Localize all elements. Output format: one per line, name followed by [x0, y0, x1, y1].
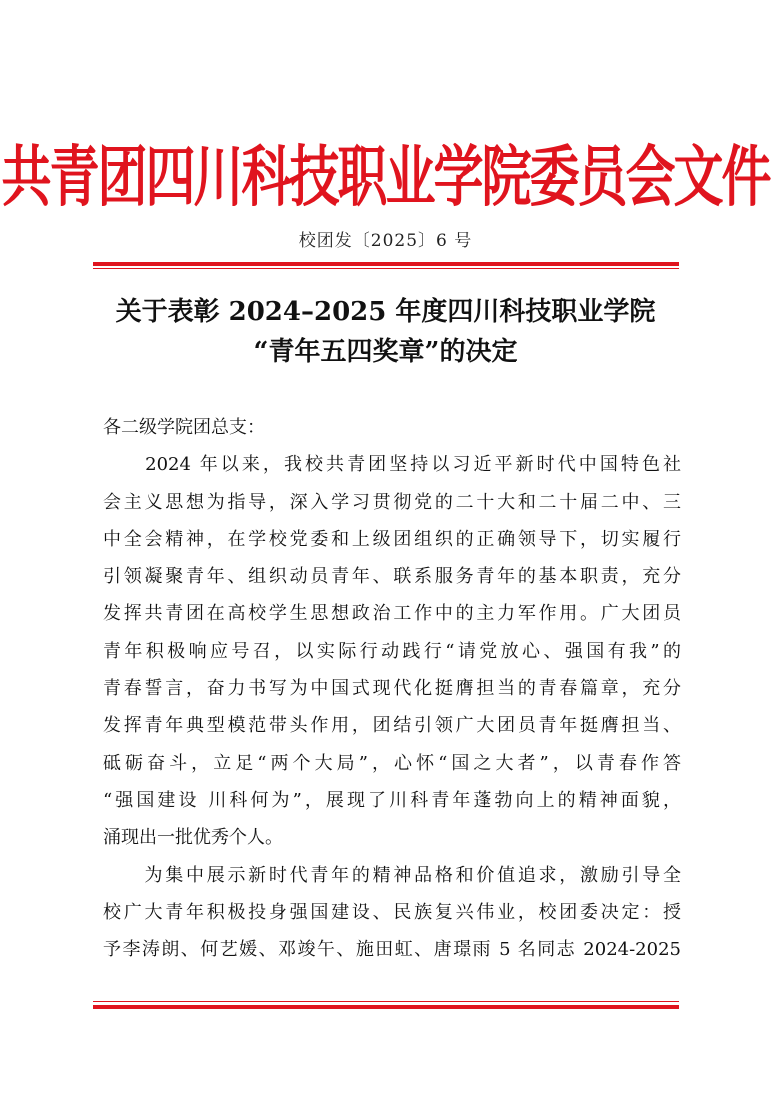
paragraph-1-line: 青年积极响应号召，以实际行动践行“请党放心、强国有我”的: [103, 640, 681, 662]
paragraph-1-line: 砥砺奋斗，立足“两个大局”，心怀“国之大者”，以青春作答: [103, 752, 681, 774]
paragraph-2-line: 校广大青年积极投身强国建设、民族复兴伟业，校团委决定：授: [103, 901, 681, 923]
document-number: 校团发〔2025〕6 号: [298, 231, 473, 251]
paragraph-1-line: 发挥青年典型模范带头作用，团结引领广大团员青年挺膺担当、: [103, 715, 681, 737]
paragraph-1-line: 涌现出一批优秀个人。: [103, 827, 283, 849]
paragraph-1-line: 会主义思想为指导，深入学习贯彻党的二十大和二十届二中、三: [103, 491, 681, 513]
footer-divider-thick: [93, 1005, 679, 1009]
header-divider-thin: [93, 268, 679, 269]
salutation: 各二级学院团总支：: [103, 417, 265, 438]
paragraph-1-line: 2024 年以来，我校共青团坚持以习近平新时代中国特色社: [103, 454, 681, 476]
paragraph-1-line: 青春誓言，奋力书写为中国式现代化挺膺担当的青春篇章，充分: [103, 678, 681, 700]
org-header-title: 共青团四川科技职业学院委员会文件: [1, 137, 770, 216]
paragraph-2-line: 予李涛朗、何艺媛、邓竣午、施田虹、唐璟雨 5 名同志 2024-2025: [103, 939, 681, 961]
paragraph-1-line: 发挥共青团在高校学生思想政治工作中的主力军作用。广大团员: [103, 603, 681, 625]
document-title: [0, 292, 771, 372]
header-divider-thick: [93, 262, 679, 266]
document-title-line-1: 关于表彰 2024–2025 年度四川科技职业学院: [115, 297, 656, 327]
footer-divider-thin: [93, 1001, 679, 1002]
document-title-line-2: “青年五四奖章”的决定: [253, 337, 518, 367]
paragraph-2-line: 为集中展示新时代青年的精神品格和价值追求，激励引导全: [103, 864, 681, 886]
paragraph-1-line: 引领凝聚青年、组织动员青年、联系服务青年的基本职责，充分: [103, 566, 681, 588]
document-body: [103, 409, 681, 968]
paragraph-1-line: 中全会精神，在学校党委和上级团组织的正确领导下，切实履行: [103, 528, 681, 550]
paragraph-1-line: “强国建设 川科何为”，展现了川科青年蓬勃向上的精神面貌，: [103, 789, 681, 811]
